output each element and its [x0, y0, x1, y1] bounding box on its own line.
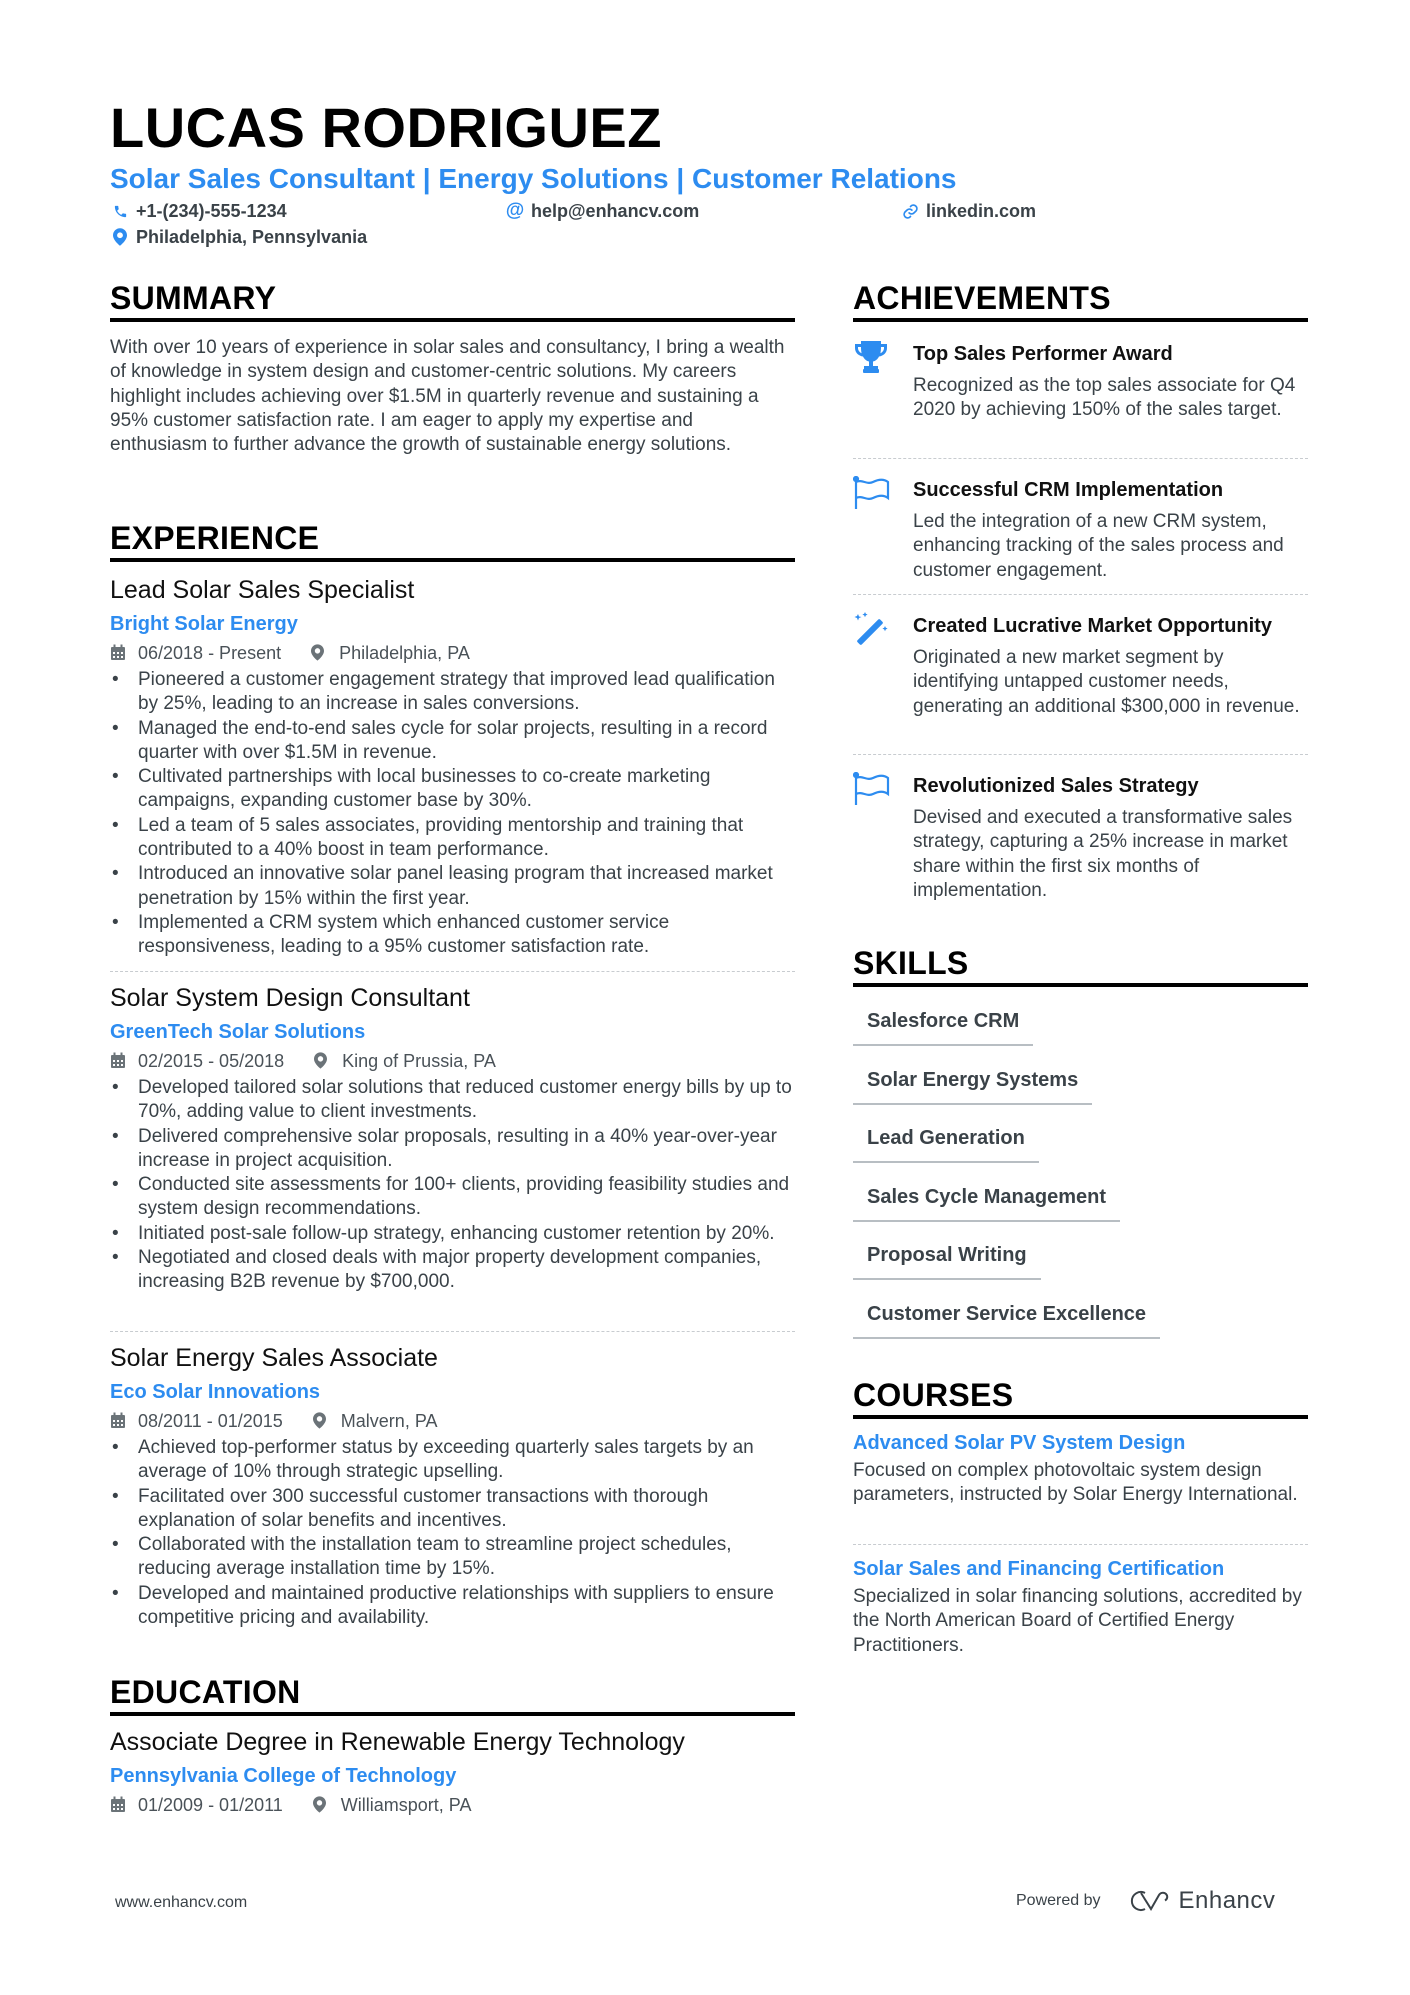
job-meta [110, 640, 795, 666]
contact-location [110, 225, 367, 249]
footer-branding [1016, 1887, 1275, 1915]
calendar-icon [110, 644, 128, 662]
phone-icon [110, 201, 130, 221]
achievement-title: Revolutionized Sales Strategy [913, 775, 1199, 797]
footer-website[interactable]: www.enhancv.com [115, 1894, 248, 1911]
job-meta [110, 1048, 795, 1074]
experience-item [110, 982, 795, 1295]
enhancv-logo[interactable] [1127, 1887, 1276, 1915]
achievement-title: Successful CRM Implementation [913, 479, 1224, 501]
contact-phone [110, 199, 287, 223]
achievement-title: Top Sales Performer Award [913, 343, 1173, 365]
job-location: King of Prussia, PA [342, 1051, 496, 1071]
job-dates: 06/2018 - Present [138, 643, 282, 663]
bullet-item: • Negotiated and closed deals with major property development companies, increasing B2B revenue by $700,000. [110, 1246, 795, 1295]
course-title: Advanced Solar PV System Design [853, 1432, 1186, 1454]
company-name: Bright Solar Energy [110, 613, 298, 635]
education-heading: EDUCATION [110, 1674, 301, 1710]
phone-text: +1-(234)-555-1234 [136, 201, 287, 221]
course-description: Specialized in solar financing solutions, accredited by the North American Board of Certified Energy Practitioners. [853, 1586, 1302, 1656]
bullet-item: • Implemented a CRM system which enhanced customer service responsiveness, leading to a 95% customer satisfaction rate. [110, 911, 795, 960]
bullet-item: • Developed and maintained productive relationships with suppliers to ensure competitive pricing and availability. [110, 1582, 795, 1631]
bullet-item: • Achieved top-performer status by exceeding quarterly sales targets by an average of 10% through strategic upselling. [110, 1436, 795, 1485]
bullet-item: • Facilitated over 300 successful customer transactions with thorough explanation of solar benefits and incentives. [110, 1485, 795, 1534]
email-link[interactable]: help@enhancv.com [531, 201, 700, 221]
skill-tag: Salesforce CRM [853, 1008, 1033, 1046]
summary-heading: SUMMARY [110, 280, 277, 316]
bullet-item: • Conducted site assessments for 100+ clients, providing feasibility studies and system design recommendations. [110, 1173, 795, 1222]
job-title: Solar Energy Sales Associate [110, 1344, 438, 1372]
bullet-item: • Initiated post-sale follow-up strategy, enhancing customer retention by 20%. [110, 1222, 795, 1246]
skills-heading: SKILLS [853, 945, 969, 981]
location-pin-icon [311, 644, 329, 662]
item-divider [853, 754, 1308, 755]
link-icon [900, 201, 920, 221]
job-title: Lead Solar Sales Specialist [110, 576, 415, 604]
education-location: Williamsport, PA [340, 1795, 472, 1815]
bullet-item: • Cultivated partnerships with local businesses to co-create marketing campaigns, expanding customer base by 30%. [110, 765, 795, 814]
course-item [853, 1555, 1308, 1658]
degree-title: Associate Degree in Renewable Energy Technology [110, 1728, 685, 1756]
flag-icon [853, 772, 893, 808]
brand-name: Enhancv [1178, 1887, 1276, 1914]
skills-divider [853, 983, 1308, 987]
location-text: Philadelphia, Pennsylvania [136, 227, 368, 247]
linkedin-link[interactable]: linkedin.com [926, 201, 1037, 221]
calendar-icon [110, 1796, 128, 1814]
candidate-name: LUCAS RODRIGUEZ [110, 96, 662, 159]
summary-text: With over 10 years of experience in solar sales and consultancy, I bring a wealth of knowledge in system design and customer-centric solutions. My careers highlight includes achieving over $1.5M in quarterly revenue and sustaining a 95% customer satisfaction rate. I am eager to apply my expertise and enthusiasm to further advance the growth of sustainable energy solutions. [110, 337, 785, 456]
experience-item [110, 574, 795, 960]
at-icon: @ [505, 200, 525, 221]
powered-by-label: Powered by [1016, 1892, 1101, 1909]
item-divider [853, 1544, 1308, 1545]
bullet-item: • Developed tailored solar solutions that reduced customer energy bills by up to 70%, adding value to client investments. [110, 1076, 795, 1125]
company-name: GreenTech Solar Solutions [110, 1021, 366, 1043]
job-dates: 08/2011 - 01/2015 [138, 1411, 283, 1431]
item-divider [853, 594, 1308, 595]
bullet-item: • Managed the end-to-end sales cycle for solar projects, resulting in a record quarter with over $1.5M in revenue. [110, 717, 795, 766]
job-dates: 02/2015 - 05/2018 [138, 1051, 285, 1071]
contact-email[interactable] [505, 199, 699, 223]
courses-heading: COURSES [853, 1377, 1014, 1413]
achievements-heading: ACHIEVEMENTS [853, 280, 1111, 316]
bullet-item: • Pioneered a customer engagement strategy that improved lead qualification by 25%, leading to an increase in sales conversions. [110, 668, 795, 717]
candidate-headline: Solar Sales Consultant | Energy Solutions | Customer Relations [110, 163, 957, 194]
job-bullets [110, 1436, 795, 1630]
education-meta [110, 1792, 795, 1818]
job-title: Solar System Design Consultant [110, 984, 470, 1012]
location-pin-icon [110, 227, 130, 247]
skill-tag: Solar Energy Systems [853, 1067, 1092, 1105]
calendar-icon [110, 1052, 128, 1070]
skill-tag: Proposal Writing [853, 1242, 1041, 1280]
achievement-description: Led the integration of a new CRM system, enhancing tracking of the sales process and customer engagement. [913, 511, 1284, 581]
course-description: Focused on complex photovoltaic system design parameters, instructed by Solar Energy International. [853, 1460, 1298, 1506]
experience-divider [110, 558, 795, 562]
item-divider [110, 1331, 795, 1332]
calendar-icon [110, 1412, 128, 1430]
experience-item [110, 1342, 795, 1630]
job-bullets [110, 1076, 795, 1295]
achievement-description: Recognized as the top sales associate for Q4 2020 by achieving 150% of the sales target. [913, 375, 1296, 421]
achievement-item [853, 772, 1308, 907]
summary-divider [110, 318, 795, 322]
job-bullets [110, 668, 795, 960]
achievement-description: Originated a new market segment by identifying untapped customer needs, generating an additional $300,000 in revenue. [913, 647, 1300, 717]
courses-divider [853, 1415, 1308, 1419]
flag-icon [853, 476, 893, 512]
bullet-item: • Collaborated with the installation team to streamline project schedules, reducing average installation time by 15%. [110, 1533, 795, 1582]
trophy-icon [853, 340, 893, 376]
job-meta [110, 1408, 795, 1434]
bullet-item: • Led a team of 5 sales associates, providing mentorship and training that contributed to a 40% boost in team performance. [110, 814, 795, 863]
skill-tag: Customer Service Excellence [853, 1301, 1160, 1339]
course-title: Solar Sales and Financing Certification [853, 1558, 1225, 1580]
magic-wand-icon [853, 612, 893, 648]
education-divider [110, 1712, 795, 1716]
location-pin-icon [313, 1412, 331, 1430]
education-dates: 01/2009 - 01/2011 [138, 1795, 283, 1815]
contact-linkedin[interactable] [900, 199, 1036, 223]
achievement-description: Devised and executed a transformative sales strategy, capturing a 25% increase in market share within the first six months of implementation. [913, 807, 1293, 901]
skill-tag: Sales Cycle Management [853, 1184, 1120, 1222]
location-pin-icon [313, 1796, 331, 1814]
bullet-item: • Introduced an innovative solar panel leasing program that increased market penetration by 15% within the first year. [110, 862, 795, 911]
course-item [853, 1429, 1308, 1508]
job-location: Philadelphia, PA [339, 643, 470, 663]
bullet-item: • Delivered comprehensive solar proposals, resulting in a 40% year-over-year increase in project acquisition. [110, 1125, 795, 1174]
achievements-divider [853, 318, 1308, 322]
school-name: Pennsylvania College of Technology [110, 1765, 457, 1787]
item-divider [853, 458, 1308, 459]
experience-heading: EXPERIENCE [110, 520, 320, 556]
achievement-title: Created Lucrative Market Opportunity [913, 615, 1272, 637]
company-name: Eco Solar Innovations [110, 1381, 321, 1403]
location-pin-icon [314, 1052, 332, 1070]
achievement-item [853, 476, 1308, 586]
item-divider [110, 971, 795, 972]
skill-tag: Lead Generation [853, 1125, 1039, 1163]
achievement-item [853, 340, 1308, 450]
education-item [110, 1726, 795, 1818]
achievement-item [853, 612, 1308, 747]
job-location: Malvern, PA [340, 1411, 438, 1431]
